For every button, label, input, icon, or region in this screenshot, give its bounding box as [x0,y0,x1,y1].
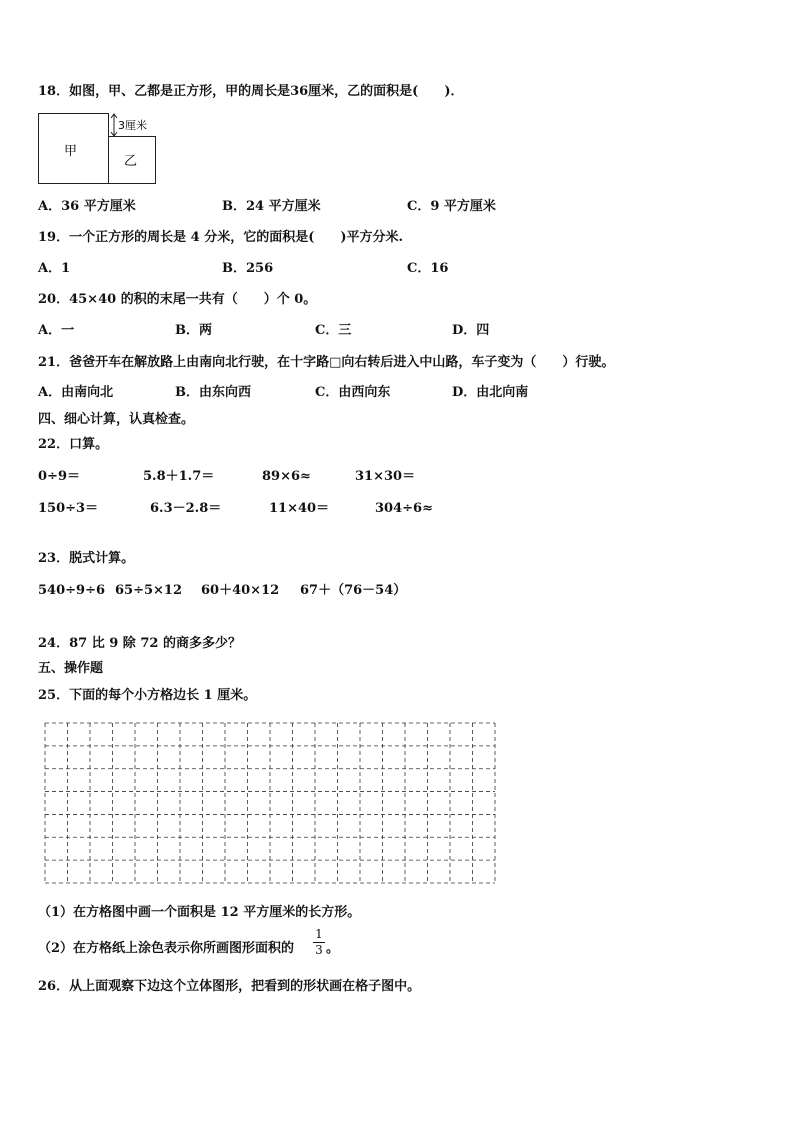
section-5-heading: 五、操作题 [38,661,104,676]
q21-option-a[interactable]: A．由南向北 [38,385,114,400]
q20-option-c[interactable]: C．三 [315,323,352,338]
q19-option-a[interactable]: A．1 [38,261,71,276]
q26-text: 26．从上面观察下边这个立体图形，把看到的形状画在格子图中。 [38,979,421,994]
q19-option-b[interactable]: B．256 [222,261,274,276]
q21-option-b[interactable]: B．由东向西 [175,385,251,400]
q19-text: 19．一个正方形的周长是 4 分米，它的面积是( )平方分米. [38,230,404,245]
q22-row1-item: 0÷9＝ [38,469,80,484]
q23-item: 540÷9÷6 [38,583,106,598]
q19-option-c[interactable]: C．16 [407,261,449,276]
q23-item: 67＋（76－54） [300,583,407,598]
fraction-denominator: 3 [315,943,323,957]
q25-dashed-grid[interactable] [44,722,496,884]
q20-option-d[interactable]: D．四 [452,323,490,338]
q22-row2-item: 304÷6≈ [375,501,433,516]
q21-option-c[interactable]: C．由西向东 [315,385,391,400]
label-dimension: 3厘米 [118,119,147,132]
q25-sub1: （1）在方格图中画一个面积是 12 平方厘米的长方形。 [38,905,361,920]
q20-option-b[interactable]: B．两 [175,323,212,338]
q25-sub2-tail: 。 [326,941,340,956]
q22-row2-item: 6.3－2.8＝ [150,501,222,516]
q22-row2-item: 11×40＝ [269,501,330,516]
q21-option-d[interactable]: D．由北向南 [452,385,529,400]
q23-item: 65÷5×12 [115,583,183,598]
q18-figure [38,113,162,185]
q18-text: 18．如图，甲、乙都是正方形，甲的周长是36厘米，乙的面积是( )． [38,84,464,99]
q22-row1-item: 89×6≈ [262,469,311,484]
q21-text: 21．爸爸开车在解放路上由南向北行驶，在十字路□向右转后进入中山路，车子变为（ ）行驶。 [38,355,615,370]
q22-row1-item: 31×30＝ [355,469,416,484]
q22-row2-item: 150÷3＝ [38,501,99,516]
q18-option-c[interactable]: C．9 平方厘米 [407,199,496,214]
q22-row1-item: 5.8＋1.7＝ [143,469,215,484]
q23-title: 23．脱式计算。 [38,551,135,566]
label-jia: 甲 [64,144,78,159]
q25-sub2: （2）在方格纸上涂色表示你所画图形面积的 [38,941,295,956]
q22-title: 22．口算。 [38,437,109,452]
q23-item: 60＋40×12 [201,583,280,598]
q25-title: 25．下面的每个小方格边长 1 厘米。 [38,688,257,703]
fraction-one-third [313,928,325,957]
q18-option-b[interactable]: B．24 平方厘米 [222,199,321,214]
fraction-numerator: 1 [315,927,323,941]
q20-text: 20．45×40 的积的末尾一共有（ ）个 0。 [38,292,317,307]
q18-option-a[interactable]: A．36 平方厘米 [38,199,136,214]
q20-option-a[interactable]: A．一 [38,323,75,338]
section-4-heading: 四、细心计算，认真检查。 [38,412,195,427]
label-yi: 乙 [124,154,138,169]
q24-text: 24．87 比 9 除 72 的商多多少？ [38,636,241,651]
